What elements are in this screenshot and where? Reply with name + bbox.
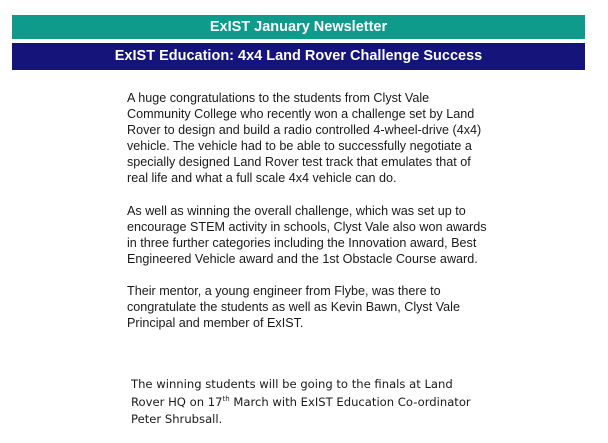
article-heading-banner — [12, 43, 585, 70]
article-closing-paragraph — [131, 376, 476, 429]
closing-text-start: The winning students will be going to the finals at Land Rover HQ on 17 — [131, 377, 453, 409]
newsletter-title-banner — [12, 15, 585, 39]
article-paragraph-2: As well as winning the overall challenge, which was set up to encourage STEM activity in schools, Clyst Vale also won awards in three further categories including the Innovation award, Best Engineered Vehicle award and the 1st Obstacle Course award. — [127, 203, 487, 266]
article-paragraph-3: Their mentor, a young engineer from Flybe, was there to congratulate the students as well as Kevin Bawn, Clyst Vale Principal and member of ExIST. — [127, 283, 460, 331]
article-paragraph-1: A huge congratulations to the students from Clyst Vale Community College who recently won a challenge set by Land Rover to design and build a radio controlled 4-wheel-drive (4x4) vehicle. The vehicle had to be able to successfully negotiate a specially designed Land Rover test track that emulates that of real life and what a full scale 4x4 vehicle can do. — [127, 91, 482, 186]
newsletter-title: ExIST January Newsletter — [209, 19, 388, 35]
date-ordinal-suffix: th — [222, 394, 230, 403]
article-body — [127, 90, 487, 426]
closing-text-end: March with ExIST Education Co-ordinator Peter Shrubsall. — [131, 394, 471, 426]
article-heading: ExIST Education: 4x4 Land Rover Challenge Success — [114, 48, 483, 64]
